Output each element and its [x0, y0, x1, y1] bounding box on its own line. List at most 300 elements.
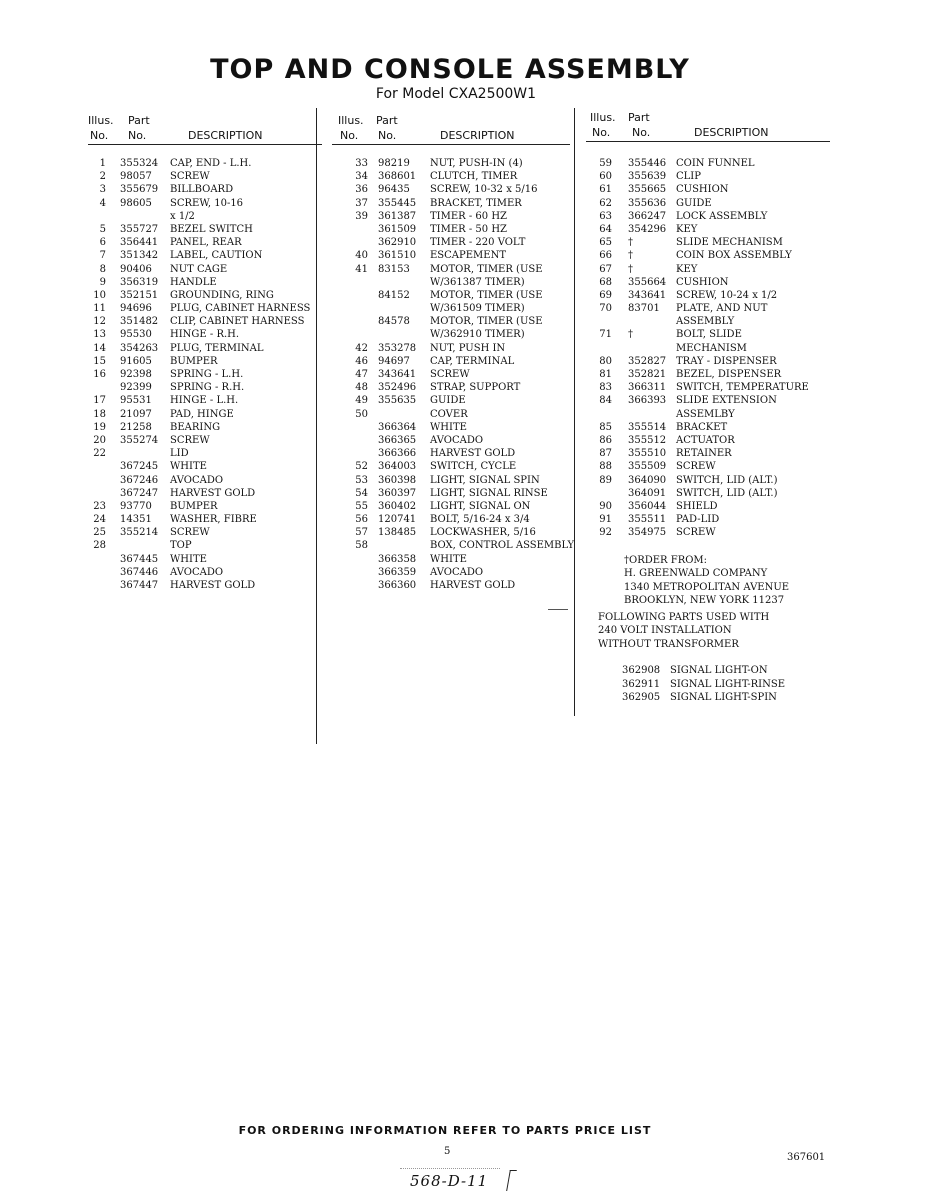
- part-number: 367445: [120, 553, 159, 565]
- part-row: [88, 249, 316, 262]
- illus-number: 69: [599, 289, 612, 301]
- part-description: AVOCADO: [170, 474, 224, 486]
- part-row: [338, 368, 574, 381]
- part-number: 351482: [120, 316, 159, 328]
- part-number: 360402: [378, 500, 417, 512]
- part-description: NUT CAGE: [170, 263, 228, 275]
- part-row: [88, 553, 316, 566]
- illus-number: 64: [599, 223, 612, 235]
- part-number: 352821: [628, 369, 667, 380]
- part-row: [590, 513, 830, 526]
- part-row: [590, 223, 830, 236]
- illus-number: 56: [355, 514, 368, 526]
- part-description: ACTUATOR: [676, 434, 735, 446]
- part-description: SIGNAL LIGHT-ON: [670, 665, 768, 676]
- part-description: SCREW: [170, 171, 210, 183]
- part-number: 343641: [628, 289, 667, 301]
- header-part-no: No.: [378, 129, 397, 142]
- order-note: [592, 554, 789, 651]
- part-number: 366365: [378, 434, 417, 446]
- part-description: SIGNAL LIGHT-SPIN: [670, 692, 777, 703]
- part-number: 356044: [628, 500, 667, 512]
- illus-number: 60: [599, 171, 612, 183]
- part-description: ASSEMBLY: [676, 316, 735, 328]
- part-description: MOTOR, TIMER (USE: [430, 263, 543, 275]
- part-number: 360397: [378, 487, 417, 499]
- part-description: COVER: [430, 408, 468, 420]
- part-row: [590, 408, 830, 421]
- part-description: LID: [170, 448, 189, 460]
- part-row: [590, 236, 830, 249]
- part-row: [88, 183, 316, 196]
- header-part: Part: [376, 114, 398, 127]
- part-description: BRACKET, TIMER: [430, 197, 522, 209]
- part-number: 138485: [378, 527, 417, 539]
- part-row: [338, 539, 574, 552]
- illus-number: 34: [355, 171, 368, 183]
- part-description: TOP: [170, 540, 192, 552]
- illus-number: 63: [599, 210, 612, 222]
- part-row: [338, 487, 574, 500]
- part-number: 361509: [378, 223, 417, 235]
- part-row: [88, 526, 316, 539]
- part-row: [590, 434, 830, 447]
- part-row: [338, 566, 574, 579]
- part-description: GUIDE: [676, 197, 712, 209]
- part-number: 362908: [622, 665, 661, 676]
- illus-number: 23: [93, 500, 106, 512]
- illus-number: 14: [93, 342, 106, 354]
- part-row: [590, 197, 830, 210]
- part-description: MOTOR, TIMER (USE: [430, 316, 543, 328]
- header-part: Part: [628, 111, 650, 124]
- part-row: [338, 223, 574, 236]
- part-row: [88, 170, 316, 183]
- column-header: [338, 110, 574, 144]
- illus-number: 46: [355, 355, 368, 367]
- part-description: BOLT, SLIDE: [676, 329, 742, 341]
- part-description: COIN FUNNEL: [676, 158, 755, 169]
- illus-number: 13: [93, 329, 106, 341]
- part-number: 368601: [378, 171, 417, 183]
- header-illus: Illus.: [338, 114, 364, 127]
- part-number: 120741: [378, 514, 417, 526]
- illus-number: 88: [599, 461, 612, 473]
- part-number: 355509: [628, 461, 667, 473]
- part-description: SCREW: [430, 369, 470, 380]
- illus-number: 10: [93, 289, 106, 301]
- illus-number: 71: [599, 329, 612, 341]
- header-rule: [88, 144, 322, 145]
- illus-number: 33: [355, 158, 368, 169]
- part-description: LIGHT, SIGNAL SPIN: [430, 474, 540, 486]
- part-description: SPRING - L.H.: [170, 369, 244, 380]
- part-description: PAD, HINGE: [170, 408, 234, 420]
- part-row: [88, 381, 316, 394]
- part-description: WHITE: [170, 461, 207, 473]
- part-description: ASSEMLBY: [676, 408, 735, 420]
- part-row: [88, 368, 316, 381]
- illus-number: 70: [599, 303, 612, 315]
- part-description: SCREW: [170, 434, 210, 446]
- part-row: [590, 183, 830, 196]
- illus-number: 85: [599, 421, 612, 433]
- part-row: [590, 381, 830, 394]
- part-row: [88, 263, 316, 276]
- part-number: 366364: [378, 421, 417, 433]
- part-row: [338, 328, 574, 341]
- part-description: W/361509 TIMER): [430, 303, 525, 315]
- part-number: 364003: [378, 461, 417, 473]
- page-title: TOP AND CONSOLE ASSEMBLY: [210, 54, 690, 85]
- part-row: [338, 447, 574, 460]
- illus-number: 68: [599, 276, 612, 288]
- part-number: 343641: [378, 369, 417, 380]
- part-number: 94697: [378, 355, 410, 367]
- illus-number: 2: [99, 171, 106, 183]
- part-number: 366393: [628, 395, 667, 407]
- part-description: WHITE: [170, 553, 207, 565]
- part-row: [88, 460, 316, 473]
- part-row: [88, 197, 316, 210]
- part-description: BUMPER: [170, 500, 218, 512]
- part-number: 367447: [120, 580, 159, 591]
- part-description: MECHANISM: [676, 342, 747, 354]
- part-row: [88, 566, 316, 579]
- part-row: [88, 289, 316, 302]
- part-description: SHIELD: [676, 500, 718, 512]
- part-description: PLATE, AND NUT: [676, 303, 768, 315]
- part-row: [338, 553, 574, 566]
- part-number: 355679: [120, 184, 159, 196]
- part-row: [590, 249, 830, 262]
- part-number: 355639: [628, 171, 667, 183]
- part-number: 366358: [378, 553, 417, 565]
- column-divider: [316, 108, 317, 744]
- part-row: [590, 421, 830, 434]
- illus-number: 8: [99, 263, 106, 275]
- illus-number: 50: [355, 408, 368, 420]
- stray-mark: [548, 609, 568, 610]
- part-number: 98057: [120, 171, 152, 183]
- part-row: [590, 526, 830, 539]
- part-description: ESCAPEMENT: [430, 250, 507, 262]
- part-description: CLIP: [676, 171, 701, 183]
- part-row: [338, 210, 574, 223]
- illus-number: 16: [93, 369, 106, 380]
- part-number: 355636: [628, 197, 667, 209]
- header-illus-no: No.: [592, 126, 611, 139]
- part-number: 366359: [378, 566, 417, 578]
- illus-number: 18: [93, 408, 106, 420]
- part-row: [88, 539, 316, 552]
- part-description: x 1/2: [170, 210, 195, 222]
- part-number: †: [628, 237, 633, 249]
- part-description: LABEL, CAUTION: [170, 250, 263, 262]
- page-subtitle: [0, 86, 900, 102]
- part-row: [338, 315, 574, 328]
- illus-number: 59: [599, 158, 612, 169]
- part-row: [88, 434, 316, 447]
- illus-number: 83: [599, 382, 612, 394]
- part-row: [338, 355, 574, 368]
- part-description: TIMER - 50 HZ: [430, 223, 507, 235]
- part-row: [338, 513, 574, 526]
- part-row: [590, 487, 830, 500]
- part-description: SLIDE MECHANISM: [676, 237, 783, 249]
- illus-number: 47: [355, 369, 368, 380]
- part-row: [590, 157, 830, 170]
- part-description: LOCK ASSEMBLY: [676, 210, 768, 222]
- part-row: [338, 408, 574, 421]
- illus-number: 58: [355, 540, 368, 552]
- part-number: 360398: [378, 474, 417, 486]
- part-description: WHITE: [430, 553, 467, 565]
- part-description: PLUG, TERMINAL: [170, 342, 264, 354]
- dotted-rule: [400, 1168, 500, 1169]
- part-description: PANEL, REAR: [170, 237, 242, 249]
- illus-number: 49: [355, 395, 368, 407]
- illus-number: 37: [355, 197, 368, 209]
- part-description: CAP, TERMINAL: [430, 355, 515, 367]
- following-note-3: WITHOUT TRANSFORMER: [598, 638, 739, 650]
- part-row: [88, 355, 316, 368]
- part-number: 21097: [120, 408, 152, 420]
- part-number: 92398: [120, 369, 152, 380]
- part-description: HINGE - L.H.: [170, 395, 239, 407]
- part-number: 84578: [378, 316, 410, 328]
- part-number: 364091: [628, 487, 667, 499]
- part-number: 14351: [120, 514, 152, 526]
- part-row: [338, 289, 574, 302]
- part-number: †: [628, 263, 633, 275]
- part-description: WASHER, FIBRE: [170, 514, 257, 526]
- part-row: [88, 408, 316, 421]
- illus-number: 81: [599, 369, 612, 380]
- part-row: [88, 500, 316, 513]
- following-note-1: FOLLOWING PARTS USED WITH: [598, 612, 770, 624]
- illus-number: 40: [355, 250, 368, 262]
- part-number: 355510: [628, 448, 667, 460]
- part-number: 367247: [120, 487, 159, 499]
- part-number: 96435: [378, 184, 410, 196]
- illus-number: 55: [355, 500, 368, 512]
- part-row: [338, 302, 574, 315]
- part-row: [88, 513, 316, 526]
- part-description: HARVEST GOLD: [430, 580, 516, 591]
- part-row: [590, 342, 830, 355]
- following-note-2: 240 VOLT INSTALLATION: [598, 625, 732, 637]
- model-label: For Model CXA2500W1: [375, 86, 537, 102]
- illus-number: 67: [599, 263, 612, 275]
- part-row: [338, 236, 574, 249]
- part-row: [88, 328, 316, 341]
- illus-number: 42: [355, 342, 368, 354]
- part-number: 95531: [120, 395, 152, 407]
- part-number: 351342: [120, 250, 159, 262]
- illus-number: 12: [93, 316, 106, 328]
- company-name: H. GREENWALD COMPANY: [624, 568, 768, 580]
- part-description: CUSHION: [676, 276, 729, 288]
- part-row: [88, 223, 316, 236]
- part-description: SCREW, 10-24 x 1/2: [676, 289, 778, 301]
- part-description: HINGE - R.H.: [170, 329, 240, 341]
- ordering-footer: FOR ORDERING INFORMATION REFER TO PARTS PRICE LIST: [238, 1124, 652, 1137]
- part-number: 367245: [120, 461, 159, 473]
- part-number: 91605: [120, 355, 152, 367]
- parts-list: [338, 157, 574, 592]
- part-number: 355324: [120, 158, 159, 169]
- header-part-no: No.: [632, 126, 651, 139]
- part-row: [338, 434, 574, 447]
- part-number: 354296: [628, 223, 667, 235]
- part-description: LIGHT, SIGNAL RINSE: [430, 487, 548, 499]
- part-row: [338, 263, 574, 276]
- part-row: [88, 487, 316, 500]
- part-number: 362905: [622, 692, 661, 703]
- part-row: [338, 170, 574, 183]
- part-number: 361387: [378, 210, 417, 222]
- part-row: [338, 157, 574, 170]
- header-description: DESCRIPTION: [440, 129, 515, 142]
- part-row: [590, 394, 830, 407]
- order-from-line: †ORDER FROM:: [624, 555, 708, 566]
- part-description: BEARING: [170, 421, 221, 433]
- part-number: 354263: [120, 342, 159, 354]
- part-description: HARVEST GOLD: [170, 487, 256, 499]
- part-number: 355214: [120, 527, 159, 539]
- illus-number: 15: [93, 355, 106, 367]
- part-number: 355727: [120, 223, 159, 235]
- signal-part-row: [622, 665, 768, 676]
- illus-number: 86: [599, 434, 612, 446]
- part-description: BILLBOARD: [170, 184, 234, 196]
- part-number: 84152: [378, 289, 410, 301]
- part-description: NUT, PUSH-IN (4): [430, 158, 523, 169]
- illus-number: 11: [93, 303, 106, 315]
- signal-part-row: [622, 692, 777, 703]
- part-number: 356319: [120, 276, 159, 288]
- part-description: W/361387 TIMER): [430, 276, 525, 288]
- illus-number: 5: [99, 223, 106, 235]
- part-description: CLIP, CABINET HARNESS: [170, 316, 305, 328]
- part-number: 366311: [628, 382, 667, 394]
- part-description: AVOCADO: [170, 566, 224, 578]
- header-rule: [586, 141, 830, 142]
- part-number: 355635: [378, 395, 417, 407]
- illus-number: 4: [99, 197, 106, 209]
- part-description: GROUNDING, RING: [170, 289, 274, 301]
- part-row: [590, 447, 830, 460]
- part-description: COIN BOX ASSEMBLY: [676, 250, 792, 262]
- part-description: SIGNAL LIGHT-RINSE: [670, 679, 786, 690]
- part-row: [590, 289, 830, 302]
- part-description: SCREW: [676, 527, 716, 539]
- part-description: CAP, END - L.H.: [170, 158, 252, 169]
- part-description: TIMER - 220 VOLT: [430, 237, 526, 249]
- part-number: 353278: [378, 342, 417, 354]
- illus-number: 62: [599, 197, 612, 209]
- part-row: [590, 368, 830, 381]
- part-number: 362911: [622, 679, 661, 690]
- part-description: BOLT, 5/16-24 x 3/4: [430, 514, 530, 526]
- illus-number: 52: [355, 461, 368, 473]
- part-row: [590, 460, 830, 473]
- part-row: [338, 460, 574, 473]
- part-description: HARVEST GOLD: [430, 448, 516, 460]
- illus-number: 3: [99, 184, 106, 196]
- part-number: 355511: [628, 514, 667, 526]
- part-description: AVOCADO: [430, 566, 484, 578]
- part-number: 92399: [120, 382, 152, 394]
- handwritten-note: 568-D-11: [410, 1172, 489, 1190]
- illus-number: 17: [93, 395, 106, 407]
- part-number: 355445: [378, 197, 417, 209]
- part-number: 364090: [628, 474, 667, 486]
- header-illus: Illus.: [590, 111, 616, 124]
- part-number: 367246: [120, 474, 159, 486]
- part-number: 21258: [120, 421, 152, 433]
- part-row: [338, 183, 574, 196]
- part-description: LIGHT, SIGNAL ON: [430, 500, 531, 512]
- part-row: [590, 474, 830, 487]
- part-description: CUSHION: [676, 184, 729, 196]
- header-illus: Illus.: [88, 114, 114, 127]
- part-description: SLIDE EXTENSION: [676, 395, 777, 407]
- part-row: [590, 315, 830, 328]
- part-row: [338, 421, 574, 434]
- illus-number: 7: [99, 250, 106, 262]
- header-description: DESCRIPTION: [694, 126, 769, 139]
- part-description: SCREW: [676, 461, 716, 473]
- illus-number: 25: [93, 527, 106, 539]
- illus-number: 22: [93, 448, 106, 460]
- part-row: [88, 447, 316, 460]
- illus-number: 54: [355, 487, 368, 499]
- part-number: 355446: [628, 158, 667, 169]
- part-row: [88, 421, 316, 434]
- header-part-no: No.: [128, 129, 147, 142]
- part-description: TRAY - DISPENSER: [676, 355, 777, 367]
- part-row: [88, 157, 316, 170]
- parts-column-3: [590, 110, 830, 539]
- part-description: MOTOR, TIMER (USE: [430, 289, 543, 301]
- part-row: [338, 342, 574, 355]
- column-divider: [574, 108, 575, 716]
- part-number: 355665: [628, 184, 667, 196]
- part-description: LOCKWASHER, 5/16: [430, 527, 536, 539]
- part-description: TIMER - 60 HZ: [430, 210, 507, 222]
- part-description: BEZEL, DISPENSER: [676, 369, 782, 380]
- part-description: SCREW: [170, 527, 210, 539]
- parts-column-2: [338, 110, 575, 591]
- parts-list: [88, 157, 316, 592]
- part-row: [88, 276, 316, 289]
- illus-number: 90: [599, 500, 612, 512]
- part-number: 352827: [628, 355, 667, 367]
- header-illus-no: No.: [90, 129, 109, 142]
- part-row: [338, 276, 574, 289]
- part-row: [338, 381, 574, 394]
- part-description: KEY: [676, 223, 698, 235]
- part-number: 355274: [120, 434, 159, 446]
- part-row: [338, 394, 574, 407]
- part-number: 354975: [628, 527, 667, 539]
- part-number: 355512: [628, 434, 667, 446]
- part-number: 355514: [628, 421, 667, 433]
- illus-number: 6: [99, 237, 106, 249]
- handwritten-mark: [506, 1170, 517, 1191]
